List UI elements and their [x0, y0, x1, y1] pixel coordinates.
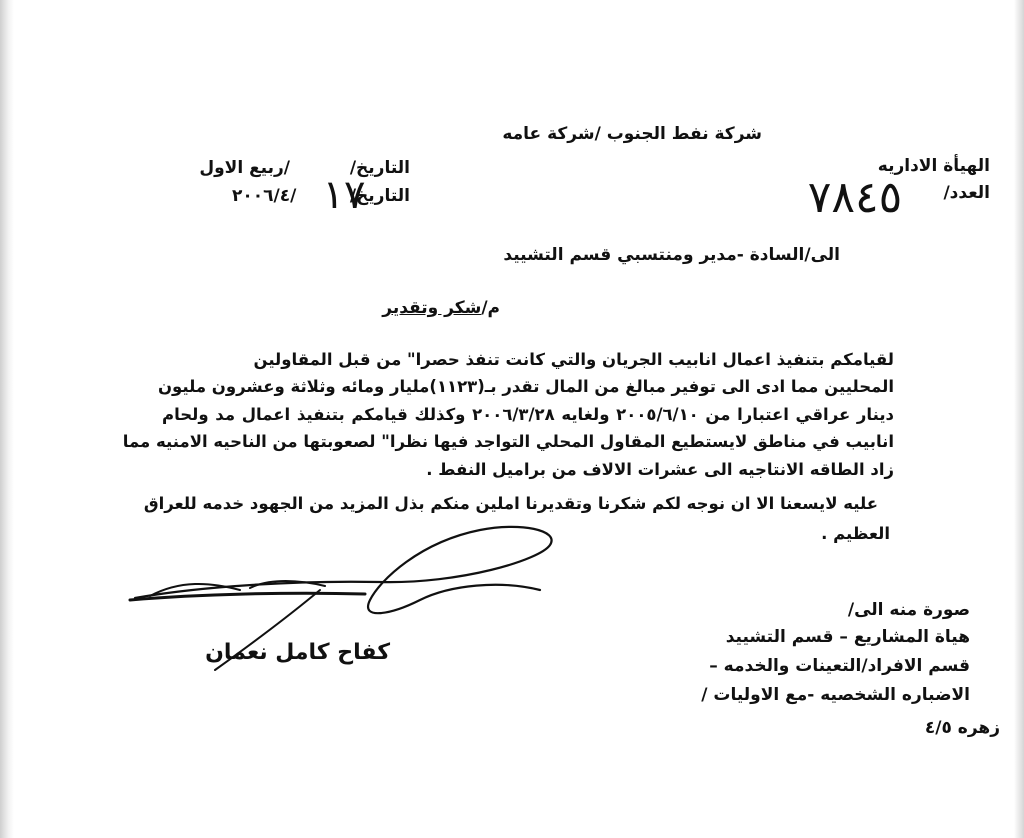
date-label-gregorian: التاريخ/ [349, 186, 410, 206]
body-line: زاد الطاقه الانتاجيه الى عشرات الالاف من براميل النفط . [426, 460, 894, 479]
letter-number: ٧٨٤٥ [807, 172, 903, 223]
copy-recipient: قسم الافراد/التعينات والخدمه – [709, 656, 970, 676]
date-gregorian: ٢٠٠٦/٤/ [232, 186, 297, 206]
copy-recipient: الاضباره الشخصيه -مع الاوليات / [701, 685, 970, 705]
signatory-name: كفاح كامل نعمان [205, 640, 390, 665]
number-label: العدد/ [943, 183, 990, 203]
date-label-hijri: التاريخ/ [349, 158, 410, 178]
body-line: المحليين مما ادى الى توفير مبالغ من المال تقدر بـ(١١٢٣)مليار ومائه وثلاثة وعشرون مليون [157, 377, 894, 396]
reference-initials: زهره ٤/٥ [924, 718, 1000, 738]
subject-line [340, 298, 500, 318]
body-line: انابيب في مناطق لايستطيع المقاول المحلي التواجد فيها نظرا" لصعوبتها من الناحيه الامنيه مما [122, 432, 894, 451]
date-hijri: /ربيع الاول [199, 158, 290, 178]
scan-edge-left [0, 0, 14, 838]
admin-body: الهيأة الاداريه [877, 156, 990, 176]
body-line: العظيم . [821, 524, 890, 543]
date-day-handwritten: ١٧ [322, 172, 366, 218]
recipient-line: الى/السادة -مدير ومنتسبي قسم التشييد [503, 245, 840, 265]
subject-prefix: م/ [481, 298, 500, 318]
subject-text: شكر وتقدير [382, 298, 482, 318]
scan-edge-right [1014, 0, 1024, 838]
body-line: لقيامكم بتنفيذ اعمال انابيب الجريان والتي كانت تنفذ حصرا" من قبل المقاولين [253, 350, 894, 369]
body-line: عليه لايسعنا الا ان نوجه لكم شكرنا وتقديرنا املين منكم بذل المزيد من الجهود خدمه للعراق [143, 494, 878, 513]
company-name: شركة نفط الجنوب /شركة عامه [502, 124, 762, 144]
copies-header: صورة منه الى/ [847, 600, 970, 620]
body-line: دينار عراقي اعتبارا من ٢٠٠٥/٦/١٠ ولغايه ٢٠٠٦/٣/٢٨ وكذلك قيامكم بتنفيذ اعمال مد ولحام [162, 405, 894, 424]
copy-recipient: هياة المشاريع – قسم التشييد [725, 627, 970, 647]
